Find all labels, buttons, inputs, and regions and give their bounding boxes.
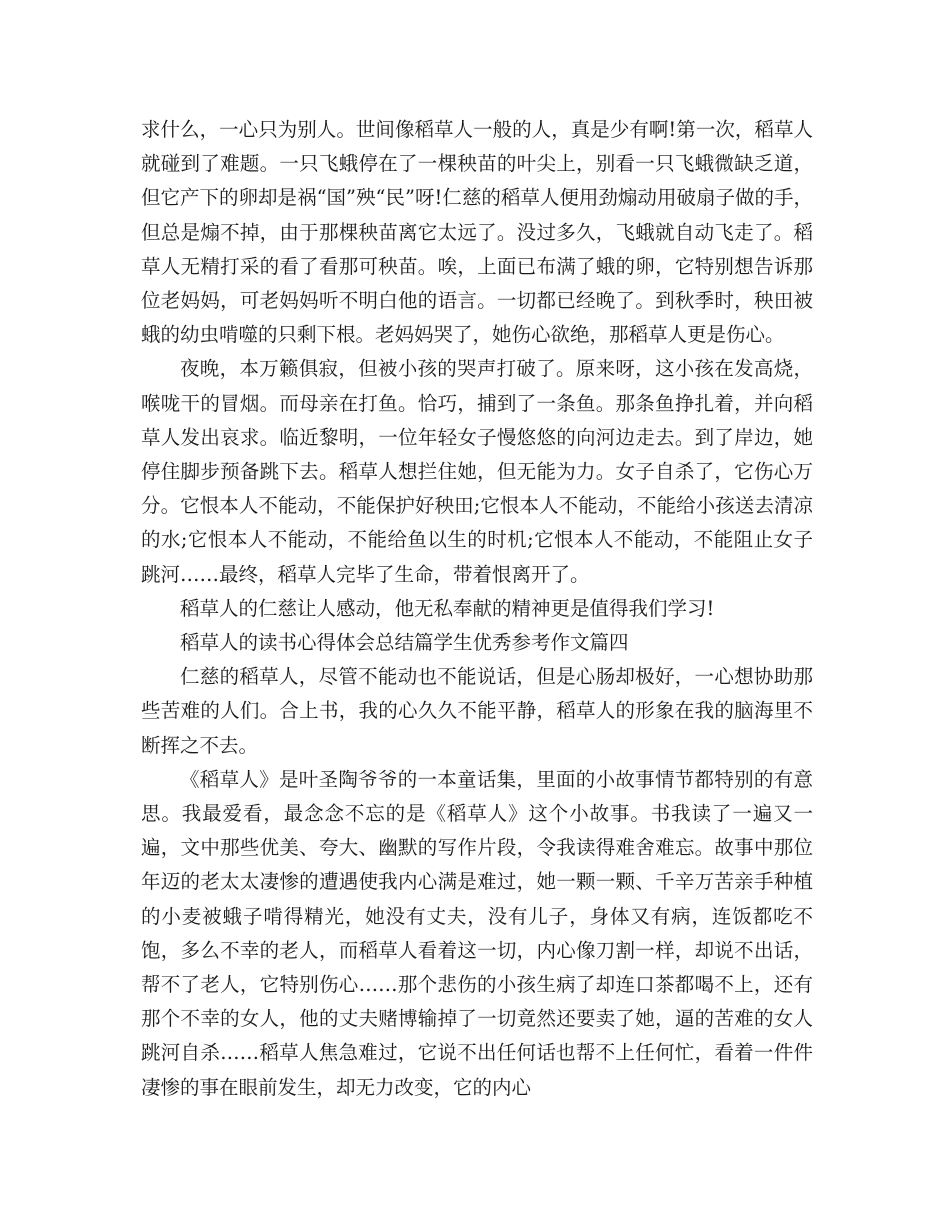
document-body: [141, 113, 813, 1105]
paragraph: 仁慈的稻草人，尽管不能动也不能说话，但是心肠却极好，一心想协助那些苦难的人们。合上书，我的心久久不能平静，稻草人的形象在我的脑海里不断挥之不去。: [141, 665, 813, 757]
paragraph: 《稻草人》是叶圣陶爷爷的一本童话集，里面的小故事情节都特别的有意思。我最爱看，最念念不忘的是《稻草人》这个小故事。书我读了一遍又一遍，文中那些优美、夸大、幽默的写作片段，令我读得难舍难忘。故事中那位年迈的老太太凄惨的遭遇使我内心满是难过，她一颗一颗、千辛万苦亲手种植的小麦被蛾子啃得精光，她没有丈夫，没有儿子，身体又有病，连饭都吃不饱，多么不幸的老人，而稻草人看着这一切，内心像刀割一样，却说不出话，帮不了老人，它特别伤心……那个悲伤的小孩生病了却连口茶都喝不上，还有那个不幸的女人，他的丈夫赌博输掉了一切竟然还要卖了她，逼的苦难的女人跳河自杀……稻草人焦急难过，它说不出任何话也帮不上任何忙，看着一件件凄惨的事在眼前发生，却无力改变，它的内心: [141, 767, 813, 1099]
paragraph: 稻草人的仁慈让人感动，他无私奉献的精神更是值得我们学习!: [180, 596, 715, 620]
paragraph: 夜晚，本万籁俱寂，但被小孩的哭声打破了。原来呀，这小孩在发高烧，喉咙干的冒烟。而母亲在打鱼。恰巧，捕到了一条鱼。那条鱼挣扎着，并向稻草人发出哀求。临近黎明，一位年轻女子慢悠悠的向河边走去。到了岸边，她停住脚步预备跳下去。稻草人想拦住她，但无能为力。女子自杀了，它伤心万分。它恨本人不能动，不能保护好秧田;它恨本人不能动，不能给小孩送去清凉的水;它恨本人不能动，不能给鱼以生的时机;它恨本人不能动，不能阻止女子跳河……最终，稻草人完毕了生命，带着恨离开了。: [141, 357, 813, 586]
paragraph: 求什么，一心只为别人。世间像稻草人一般的人，真是少有啊!第一次，稻草人就碰到了难题。一只飞蛾停在了一棵秧苗的叶尖上，别看一只飞蛾微缺乏道，但它产下的卵却是祸“国”殃“民”呀!仁慈的稻草人便用劲煽动用破扇子做的手，但总是煽不掉，由于那棵秧苗离它太远了。没过多久，飞蛾就自动飞走了。稻草人无精打采的看了看那可秧苗。唉，上面已布满了蛾的卵，它特别想告诉那位老妈妈，可老妈妈听不明白他的语言。一切都已经晚了。到秋季时，秧田被蛾的幼虫啃噬的只剩下根。老妈妈哭了，她伤心欲绝，那稻草人更是伤心。: [141, 118, 813, 347]
section-heading: 稻草人的读书心得体会总结篇学生优秀参考作文篇四: [180, 631, 629, 655]
